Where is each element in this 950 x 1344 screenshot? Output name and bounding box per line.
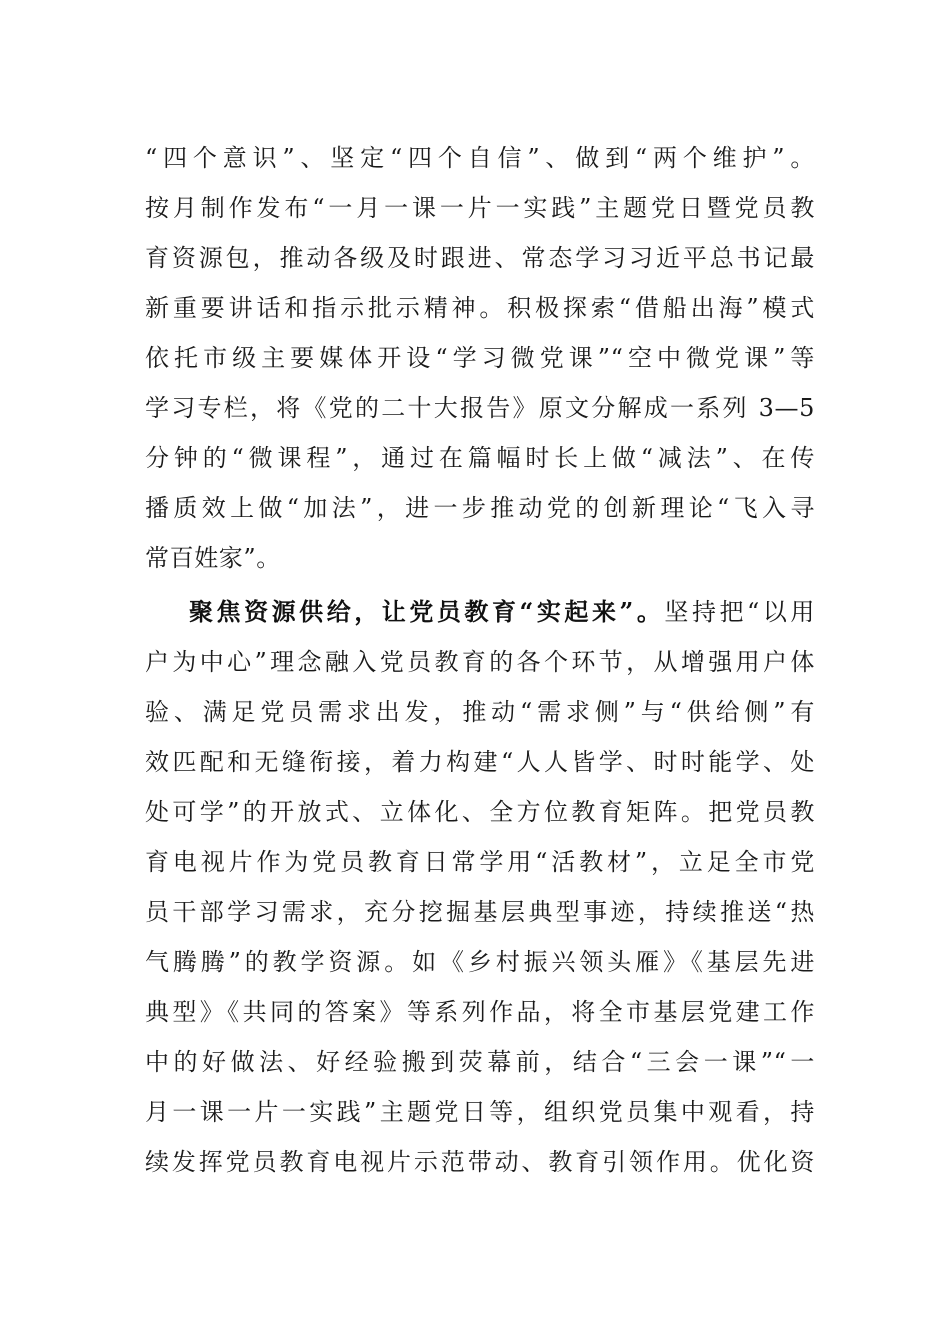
paragraph-1-line: “四个意识”、坚定“四个自信”、做到“两个维护”。: [145, 144, 815, 172]
paragraph-2-line: 效匹配和无缝衔接，着力构建“人人皆学、时时能学、处: [145, 748, 815, 776]
paragraph-1-line: 依托市级主要媒体开设“学习微党课”“空中微党课”等: [145, 344, 815, 372]
paragraph-2-line: 育电视片作为党员教育日常学用“活教材”，立足全市党: [145, 848, 815, 876]
paragraph-1-line: 新重要讲话和指示批示精神。积极探索“借船出海”模式: [145, 294, 815, 322]
paragraph-2-line: 月一课一片一实践”主题党日等，组织党员集中观看，持: [145, 1098, 815, 1126]
paragraph-1-line: 按月制作发布“一月一课一片一实践”主题党日暨党员教: [145, 194, 815, 222]
paragraph-2-line: 中的好做法、好经验搬到荧幕前，结合“三会一课”“一: [145, 1048, 815, 1076]
paragraph-1-line: 分钟的“微课程”，通过在篇幅时长上做“减法”、在传: [145, 444, 815, 472]
paragraph-2-first-line-text: 坚持把“以用: [664, 598, 815, 626]
paragraph-2-lead-heading: 聚焦资源供给，让党员教育“实起来”。: [189, 597, 665, 626]
paragraph-2-line: 户为中心”理念融入党员教育的各个环节，从增强用户体: [145, 648, 815, 676]
paragraph-2-line: 验、满足党员需求出发，推动“需求侧”与“供给侧”有: [145, 698, 815, 726]
paragraph-1-line: 学习专栏，将《党的二十大报告》原文分解成一系列 3—5: [145, 394, 815, 422]
paragraph-2-line: 典型》《共同的答案》等系列作品，将全市基层党建工作: [145, 998, 815, 1026]
paragraph-1-line: 育资源包，推动各级及时跟进、常态学习习近平总书记最: [145, 244, 815, 272]
paragraph-2-line: 续发挥党员教育电视片示范带动、教育引领作用。优化资: [145, 1148, 815, 1176]
paragraph-1-line: 播质效上做“加法”，进一步推动党的创新理论“飞入寻: [145, 494, 815, 522]
paragraph-2: [145, 587, 815, 1187]
paragraph-2-first-line: [145, 587, 815, 637]
paragraph-1: [145, 133, 815, 583]
paragraph-2-line: 员干部学习需求，充分挖掘基层典型事迹，持续推送“热: [145, 898, 815, 926]
paragraph-1-line: 常百姓家”。: [145, 544, 281, 572]
paragraph-2-line: 处可学”的开放式、立体化、全方位教育矩阵。把党员教: [145, 798, 815, 826]
paragraph-2-line: 气腾腾”的教学资源。如《乡村振兴领头雁》《基层先进: [145, 948, 815, 976]
